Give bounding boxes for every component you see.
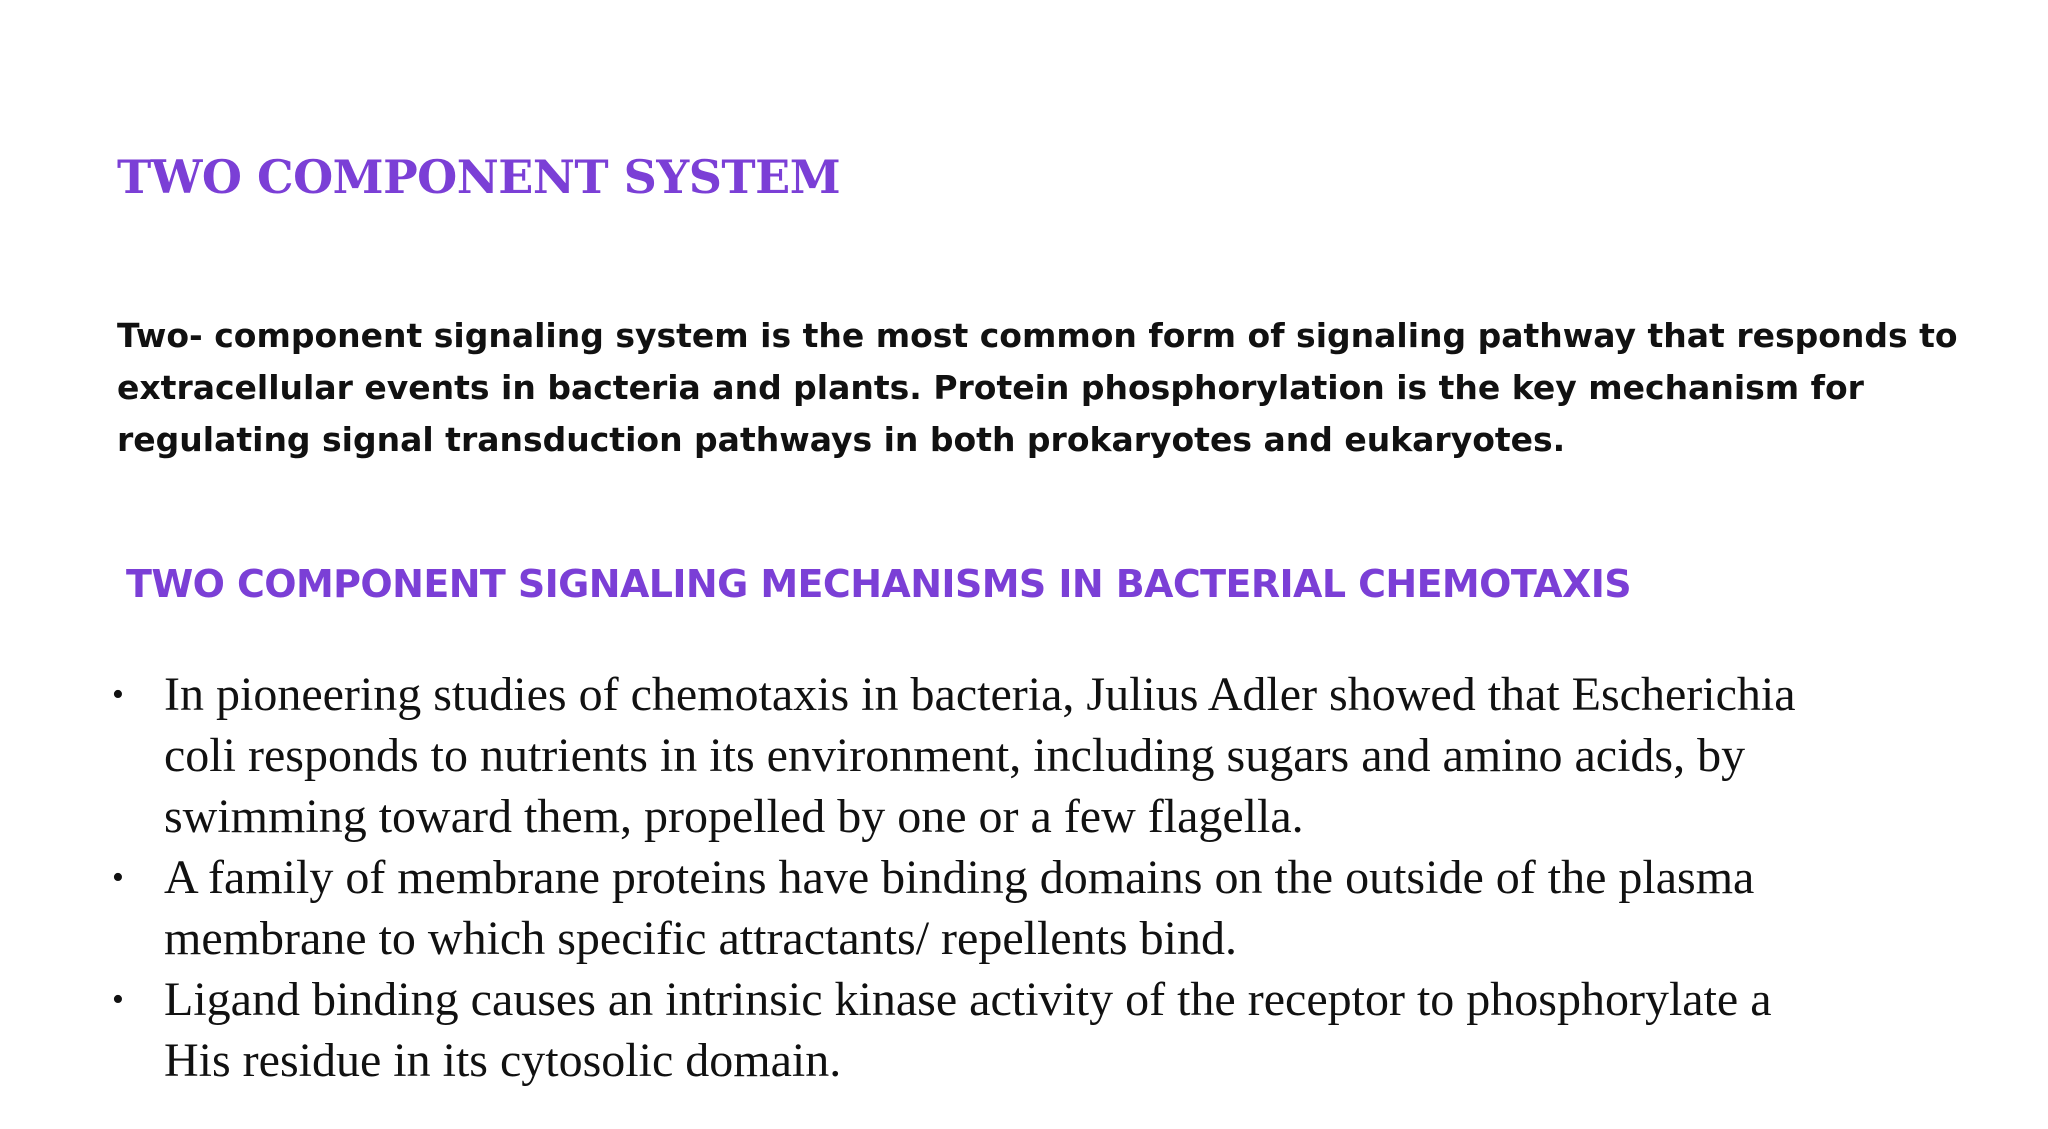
bullet-list	[112, 664, 1992, 1091]
bullet-line: In pioneering studies of chemotaxis in bacteria, Julius Adler showed that Escherichia	[164, 668, 1796, 721]
intro-line: Two- component signaling system is the most common form of signaling pathway that responds to	[117, 316, 1958, 355]
bullet-line: His residue in its cytosolic domain.	[164, 1034, 842, 1087]
bullet-item	[112, 664, 1992, 847]
slide-title: TWO COMPONENT SYSTEM	[117, 150, 841, 204]
intro-paragraph	[117, 310, 1997, 466]
bullet-line: Ligand binding causes an intrinsic kinase activity of the receptor to phosphorylate a	[164, 973, 1772, 1026]
bullet-item	[112, 969, 1992, 1091]
section-subtitle: TWO COMPONENT SIGNALING MECHANISMS IN BACTERIAL CHEMOTAXIS	[126, 562, 1632, 606]
bullet-icon: •	[112, 981, 124, 1018]
bullet-item	[112, 847, 1992, 969]
intro-line: regulating signal transduction pathways in both prokaryotes and eukaryotes.	[117, 420, 1566, 459]
bullet-line: coli responds to nutrients in its environment, including sugars and amino acids, by	[164, 729, 1746, 782]
intro-line: extracellular events in bacteria and plants. Protein phosphorylation is the key mechanism for	[117, 368, 1864, 407]
bullet-line: membrane to which specific attractants/ repellents bind.	[164, 912, 1237, 965]
bullet-icon: •	[112, 676, 124, 713]
bullet-line: A family of membrane proteins have binding domains on the outside of the plasma	[164, 851, 1755, 904]
bullet-icon: •	[112, 859, 124, 896]
bullet-line: swimming toward them, propelled by one or a few flagella.	[164, 790, 1304, 843]
